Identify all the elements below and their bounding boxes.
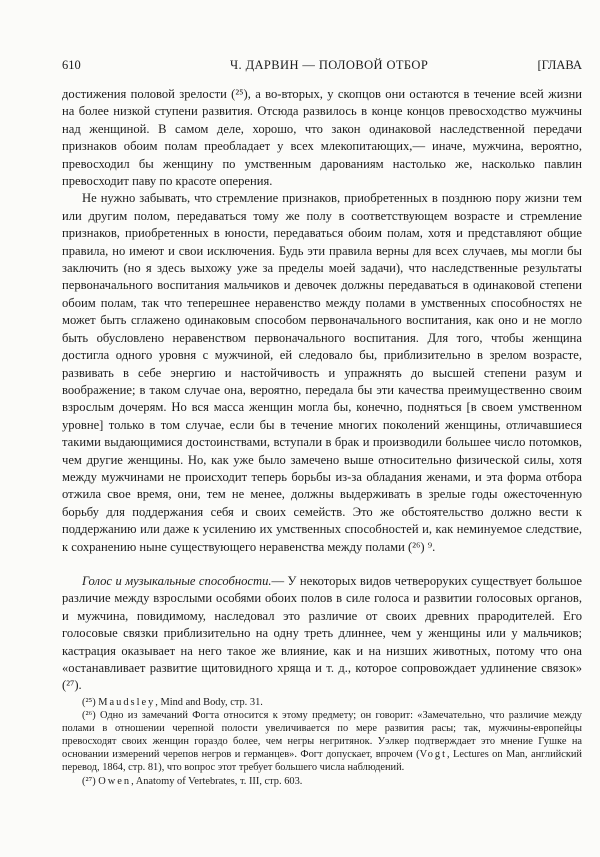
footnote-26 bbox=[62, 709, 582, 774]
page-header bbox=[62, 58, 582, 76]
footnote-mark: (²⁵) bbox=[82, 697, 96, 708]
footnote-mark: (²⁷) bbox=[82, 775, 96, 787]
footnote-author: Vogt bbox=[419, 749, 448, 761]
footnote-25 bbox=[62, 696, 582, 709]
main-text bbox=[62, 86, 582, 695]
footnote-author: Maudsley bbox=[98, 697, 156, 708]
section-text: — У некоторых видов четвероруких существует большое различие между взрослыми особями обоих полов в силе голоса и развитии голосовых органов, и мужчина, повидимому, наследовал это различие от своих древних прародителей. Его голосовые связки приблизительно на одну треть длиннее, чем у женщины или у мальчиков; кастрация оказывает на него такое же влияние, как и на низших животных, потому что она «останавливает развитие щитовидного хряща и т. д., которое сопровождает удлинение связок» (²⁷). bbox=[62, 573, 583, 693]
page-number: 610 bbox=[62, 58, 81, 72]
section-title: Голос и музыкальные способности. bbox=[82, 573, 272, 588]
section-paragraph bbox=[62, 573, 582, 695]
footnote-text: Одно из замечаний Фогта относится к этому предмету; он говорит: «Замечательно, что различие между полами в отношении черепной полости увеличивается по мере развития расы; так, мужчины-европейцы превосходят своих женщин гораздо более, чем негры негритянок. Уэлкер подтверждает это мнение Гушке на основании измерений черепов негров и германцев». Фогт допускает, впрочем ( bbox=[62, 710, 582, 761]
footnote-27 bbox=[62, 775, 582, 788]
paragraph: Не нужно забывать, что стремление признаков, приобретенных в позднюю пору жизни тем или другим полом, передаваться тому же полу в соответствующем возрасте и стремление признаков, приобретенных в юности, передаваться обоим полам, хотя и представляют общие правила, но имеют и свои исключения. Будь эти правила верны для всех случаев, мы могли бы заключить (но я здесь выхожу уже за пределы моей задачи), что наследственные результаты первоначального воспитания мальчиков и девочек должны передаваться в одинаковой степени обоим полам, так что теперешнее неравенство между полами в умственных способностях не может быть сглажено одинаковым способом первоначального воспитания, как оно и не могло быть обусловлено неравенством первоначального воспитания. Для того, чтобы женщина достигла одного уровня с мужчиной, ей следовало бы, приблизительно в зрелом возрасте, развивать в себе энергию и настойчивость и упражнять до высшей степени разум и воображение; в таком случае она, вероятно, передала бы эти качества преимущественно своим взрослым дочерям. Но вся масса женщин могла бы, конечно, подняться [в своем умственном уровне] только в том случае, если бы в течение многих поколений женщины, отличавшиеся такими выдающимися достоинствами, вступали в брак и производили большее число потомков, чем другие женщины. Но, как уже было замечено выше относительно физической силы, хотя между мужчинами не происходит теперь борьбы из-за обладания женами, и эта форма отбора отжила свое время, они, тем не менее, должны выдерживать в зрелые годы ожесточенную борьбу для поддержания себя и своих семейств. Это же обстоятельство должно вести к поддержанию или даже к усилению их умственных способностей и, как неминуемое следствие, к сохранению ныне существующего неравенства между полами (²⁶) ⁹. bbox=[62, 191, 582, 554]
footnote-mark: (²⁶) bbox=[82, 710, 96, 722]
footnote-text: , Mind and Body, стр. 31. bbox=[155, 697, 263, 708]
footnote-text: , Lectures on Man, английский перевод, 1864, стр. 81), что вопрос этот требует большего числа наблюдений. bbox=[62, 749, 582, 774]
chapter-label: [ГЛАВА bbox=[537, 58, 582, 72]
footnote-text: , Anatomy of Vertebrates, т. III, стр. 603. bbox=[131, 775, 303, 787]
paragraph: достижения половой зрелости (²⁵), а во-вторых, у скопцов они остаются в течение всей жизни на более низкой ступени развития. Отсюда развилось в конце концов превосходство мужчины над женщиной. В самом деле, хорошо, что закон одинаковой наследственной передачи признаков обоим полам преобладает у всех млекопитающих,— иначе, мужчина, вероятно, превосходил бы женщину по умственным дарованиям настолько же, насколько павлин превосходит паву по красоте оперения. bbox=[62, 87, 582, 189]
running-title: Ч. ДАРВИН — ПОЛОВОЙ ОТБОР bbox=[230, 58, 429, 72]
footnotes bbox=[62, 696, 582, 788]
footnote-author: Owen bbox=[98, 775, 132, 787]
